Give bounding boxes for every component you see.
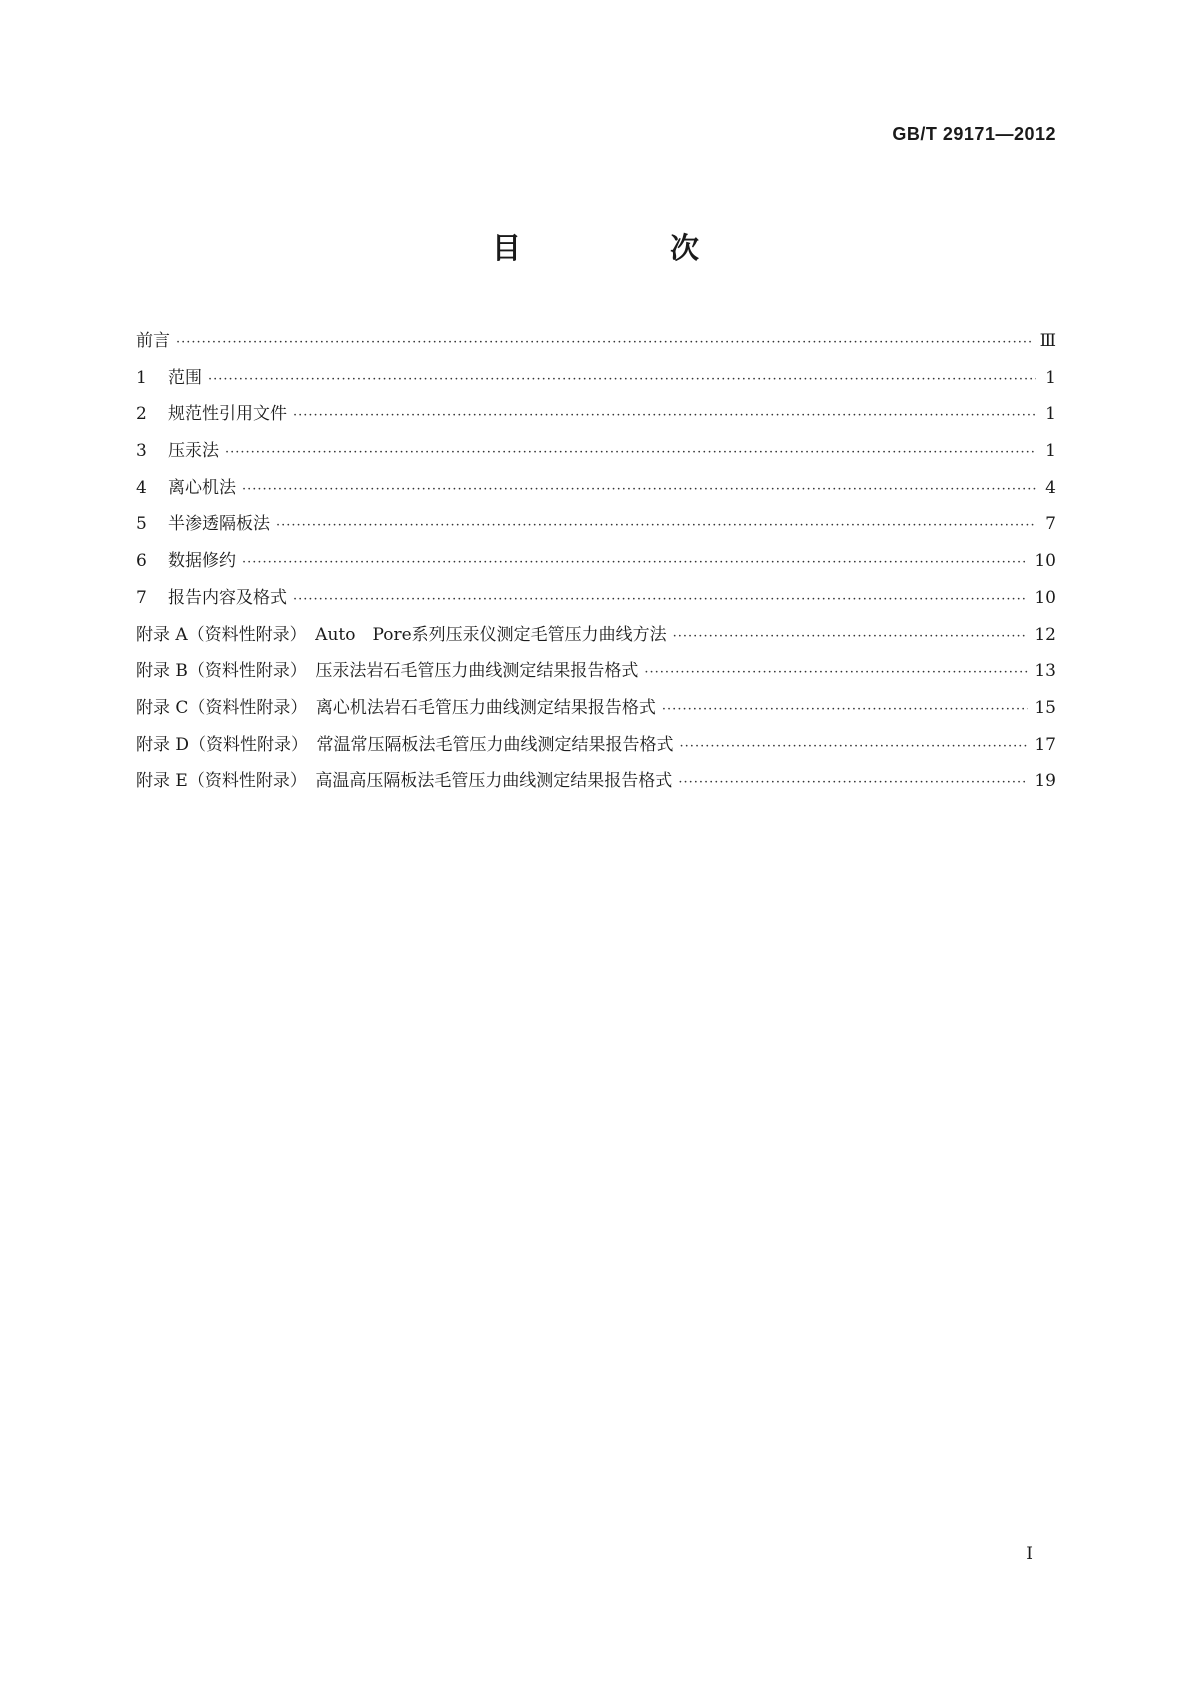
toc-dot-leader [680,739,1029,754]
toc-dot-leader [644,665,1028,680]
toc-dot-leader [176,335,1034,350]
toc-entry-page: 10 [1034,551,1056,572]
toc-entry-page: 13 [1034,661,1056,682]
toc-dot-leader [678,775,1028,790]
toc-entry-number: 6 [136,551,147,572]
toc-entry-label: 附录 A（资料性附录） Auto Pore系列压汞仪测定毛管压力曲线方法 [136,624,667,645]
toc-entry-page: 1 [1045,404,1056,425]
toc-entry-2[interactable] [136,399,1056,436]
standard-code: GB/T 29171—2012 [892,124,1056,144]
toc-entry-label: 半渗透隔板法 [168,514,270,535]
toc-entry-page: 19 [1034,771,1056,792]
toc-entry-number: 4 [136,477,147,498]
toc-entry-label: 数据修约 [168,551,236,572]
toc-entry-page: 17 [1034,734,1056,755]
toc-entry-page: 12 [1034,624,1056,645]
toc-entry-label: 范围 [168,367,202,388]
toc-dot-leader [673,629,1029,644]
table-of-contents [136,326,1056,803]
toc-dot-leader [225,445,1036,460]
toc-entry-page: 7 [1045,514,1056,535]
toc-entry-label: 报告内容及格式 [168,587,287,608]
toc-entry-page: 4 [1045,477,1056,498]
toc-entry-foreword[interactable] [136,326,1056,363]
toc-entry-1[interactable] [136,363,1056,400]
toc-entry-appendix-b[interactable] [136,656,1056,693]
toc-entry-page: 10 [1034,587,1056,608]
toc-entry-label: 附录 B（资料性附录） 压汞法岩石毛管压力曲线测定结果报告格式 [136,661,639,682]
toc-entry-6[interactable] [136,546,1056,583]
toc-entry-label: 前言 [136,331,170,351]
toc-entry-page: Ⅲ [1039,331,1056,351]
page-number: I [1026,1544,1033,1564]
toc-dot-leader [276,518,1036,533]
toc-entry-label: 规范性引用文件 [168,404,287,425]
toc-entry-label: 附录 C（资料性附录） 离心机法岩石毛管压力曲线测定结果报告格式 [136,697,656,718]
toc-dot-leader [242,482,1036,497]
toc-entry-label: 离心机法 [168,477,236,498]
toc-dot-leader [662,702,1028,717]
page-title: 目 次 [491,231,759,265]
toc-entry-appendix-d[interactable] [136,730,1056,767]
toc-entry-appendix-a[interactable] [136,620,1056,657]
toc-entry-number: 7 [136,587,147,608]
toc-entry-4[interactable] [136,473,1056,510]
toc-entry-number: 5 [136,514,147,535]
toc-entry-7[interactable] [136,583,1056,620]
toc-entry-number: 3 [136,441,147,462]
toc-entry-5[interactable] [136,509,1056,546]
toc-entry-label: 附录 D（资料性附录） 常温常压隔板法毛管压力曲线测定结果报告格式 [136,734,674,755]
toc-dot-leader [293,592,1028,607]
toc-entry-number: 2 [136,404,147,425]
toc-dot-leader [208,372,1036,387]
toc-entry-3[interactable] [136,436,1056,473]
toc-entry-appendix-c[interactable] [136,693,1056,730]
toc-entry-number: 1 [136,367,147,388]
toc-dot-leader [293,408,1036,423]
toc-entry-label: 压汞法 [168,441,219,462]
toc-entry-label: 附录 E（资料性附录） 高温高压隔板法毛管压力曲线测定结果报告格式 [136,771,673,792]
toc-entry-page: 1 [1045,441,1056,462]
toc-entry-page: 1 [1045,367,1056,388]
toc-entry-page: 15 [1034,697,1056,718]
toc-dot-leader [242,555,1028,570]
toc-entry-appendix-e[interactable] [136,766,1056,803]
